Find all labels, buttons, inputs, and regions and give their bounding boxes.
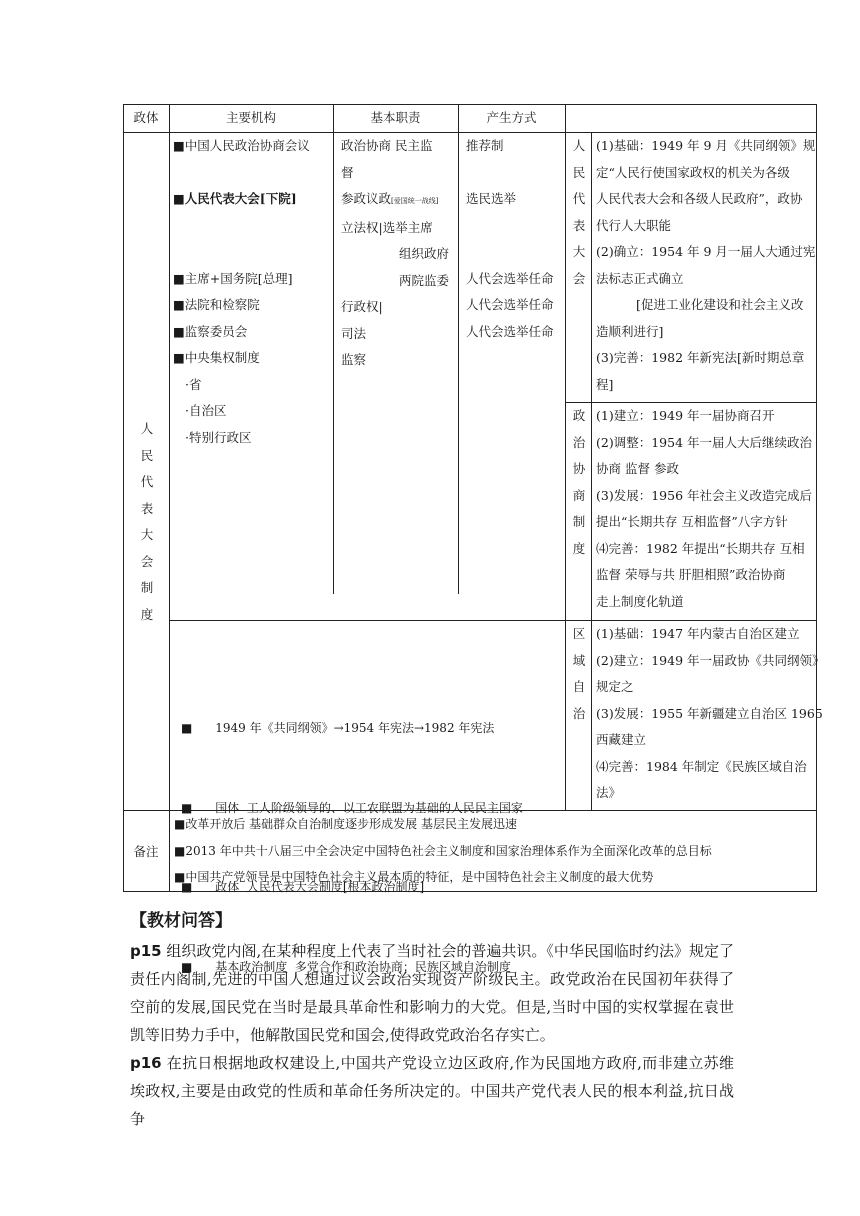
org-state-council: ■主席+国务院[总理]	[173, 270, 293, 286]
npc-line: 人民代表大会和各级人民政府”，政协	[596, 191, 803, 206]
cppcc-line: 协商 监督 参政	[596, 461, 679, 476]
origin-courts: 人代会选举任命	[466, 297, 554, 312]
autonomy-line: (1)基础：1947 年内蒙古自治区建立	[596, 626, 800, 641]
origin-supervision: 人代会选举任命	[466, 323, 554, 339]
cppcc-line: 监督 荣辱与共 肝胆相照”政治协商	[596, 567, 786, 582]
origin-cppcc: 推荐制	[466, 138, 504, 153]
summary-line: ■ 基本政治制度 多党合作和政治协商；民族区域自治制度	[181, 959, 511, 974]
org-supervision: ■监察委员会	[173, 323, 248, 339]
autonomy-line: 西藏建立	[596, 732, 647, 747]
org-courts: ■法院和检察院	[173, 297, 260, 312]
header-duties: 基本职责	[370, 110, 421, 125]
duty-line-1: 政治协商 民主监	[341, 138, 433, 153]
npc-line: [促进工业化建设和社会主义改	[636, 297, 804, 312]
duty-line-9: 监察	[341, 352, 367, 367]
npc-line: 程]	[596, 376, 614, 392]
npc-line: 造顺利进行]	[596, 323, 664, 339]
remark-line: ■中国共产党领导是中国特色社会主义最本质的特征，是中国特色社会主义制度的最大优势	[174, 870, 654, 884]
org-central: ■中央集权制度	[173, 350, 260, 365]
npc-line: (2)确立：1954 年 9 月一届人大通过宪	[596, 244, 816, 259]
org-autonomous: ·自治区	[185, 403, 227, 418]
npc-line: (1)基础：1949 年 9 月《共同纲领》规	[596, 138, 816, 153]
header-origin: 产生方式	[486, 110, 537, 125]
autonomy-line: (2)建立：1949 年一届政协《共同纲领》	[596, 652, 825, 668]
origin-state-council: 人代会选举任命	[466, 270, 554, 286]
cppcc-line: ⑷完善：1982 年提出“长期共存 互相	[596, 540, 805, 556]
npc-line: 法标志正式确立	[596, 270, 684, 286]
autonomy-line: ⑷完善：1984 年制定《民族区域自治	[596, 758, 807, 774]
summary-line: ■ 政体 人民代表大会制度[根本政治制度]	[181, 880, 425, 894]
duty-line-3: 参政议政[爱国统一战线]	[341, 191, 439, 206]
org-province: ·省	[185, 376, 202, 392]
remark-line: ■2013 年中共十八届三中全会决定中国特色社会主义制度和国家治理体系作为全面深化改革的总目标	[174, 843, 712, 858]
paragraph-p15: p15 组织政党内阁,在某种程度上代表了当时社会的普遍共识。《中华民国临时约法》规定了责任内阁制,先进的中国人想通过议会政治实现资产阶级民主。政党政治在民国初年获得了空前的发展,国民党在当时是最具革命性和影响力的大党。但是,当时中国的实权掌握在袁世凯等旧势力手中，他解散国民党和国会,使得政党政治名存实亡。	[130, 942, 734, 1044]
summary-line: ■ 1949 年《共同纲领》→1954 年宪法→1982 年宪法	[181, 721, 495, 735]
org-cppcc: ■中国人民政治协商会议	[173, 138, 310, 153]
cppcc-line: 提出“长期共存 互相监督”八字方针	[596, 514, 788, 529]
cppcc-line: 走上制度化轨道	[596, 593, 684, 609]
npc-line: (3)完善：1982 年新宪法[新时期总章	[596, 350, 805, 365]
header-institutions: 主要机构	[225, 110, 276, 125]
autonomy-line: 规定之	[596, 679, 634, 694]
org-npc: ■人民代表大会[下院]	[173, 191, 297, 206]
cppcc-line: (2)调整：1954 年一届人大后继续政治	[596, 434, 812, 450]
paragraph-p16: p16 在抗日根据地政权建设上,中国共产党设立边区政府,作为民国地方政府,而非建立苏维埃政权,主要是由政党的性质和革命任务所决定的。中国共产党代表人民的根本利益,抗日战争	[130, 1054, 734, 1128]
duty-line-6: 两院监委	[399, 272, 450, 288]
sub-label-npc: 人民代表大会	[572, 138, 586, 286]
regime-label: 人民代表大会制度	[140, 421, 154, 622]
origin-npc: 选民选举	[466, 191, 517, 206]
cppcc-line: (3)发展：1956 年社会主义改造完成后	[596, 487, 812, 503]
duty-line-7: 行政权|	[341, 299, 383, 314]
sub-label-autonomy: 区域自治	[572, 626, 586, 721]
duty-line-8: 司法	[341, 325, 367, 341]
cppcc-line: (1)建立：1949 年一届协商召开	[596, 408, 775, 423]
duty-line-2: 督	[341, 164, 354, 180]
npc-line: 代行人大职能	[596, 217, 672, 233]
npc-line: 定“人民行使国家政权的机关为各级	[596, 164, 790, 180]
org-sar: ·特别行政区	[185, 429, 252, 445]
autonomy-line: 法》	[596, 785, 622, 800]
summary-line: ■ 国体 工人阶级领导的、以工农联盟为基础的人民民主国家	[181, 800, 523, 815]
sub-label-cppcc: 政治协商制度	[572, 408, 586, 556]
remarks-label: 备注	[133, 844, 159, 859]
section-title: 【教材问答】	[130, 911, 232, 931]
remark-line: ■改革开放后 基础群众自治制度逐步形成发展 基层民主发展迅速	[174, 817, 517, 831]
autonomy-line: (3)发展：1955 年新疆建立自治区 1965	[596, 705, 823, 721]
duty-line-5: 组织政府	[399, 246, 450, 261]
duty-line-4: 立法权|选举主席	[341, 219, 433, 235]
header-regime: 政体	[133, 110, 159, 125]
